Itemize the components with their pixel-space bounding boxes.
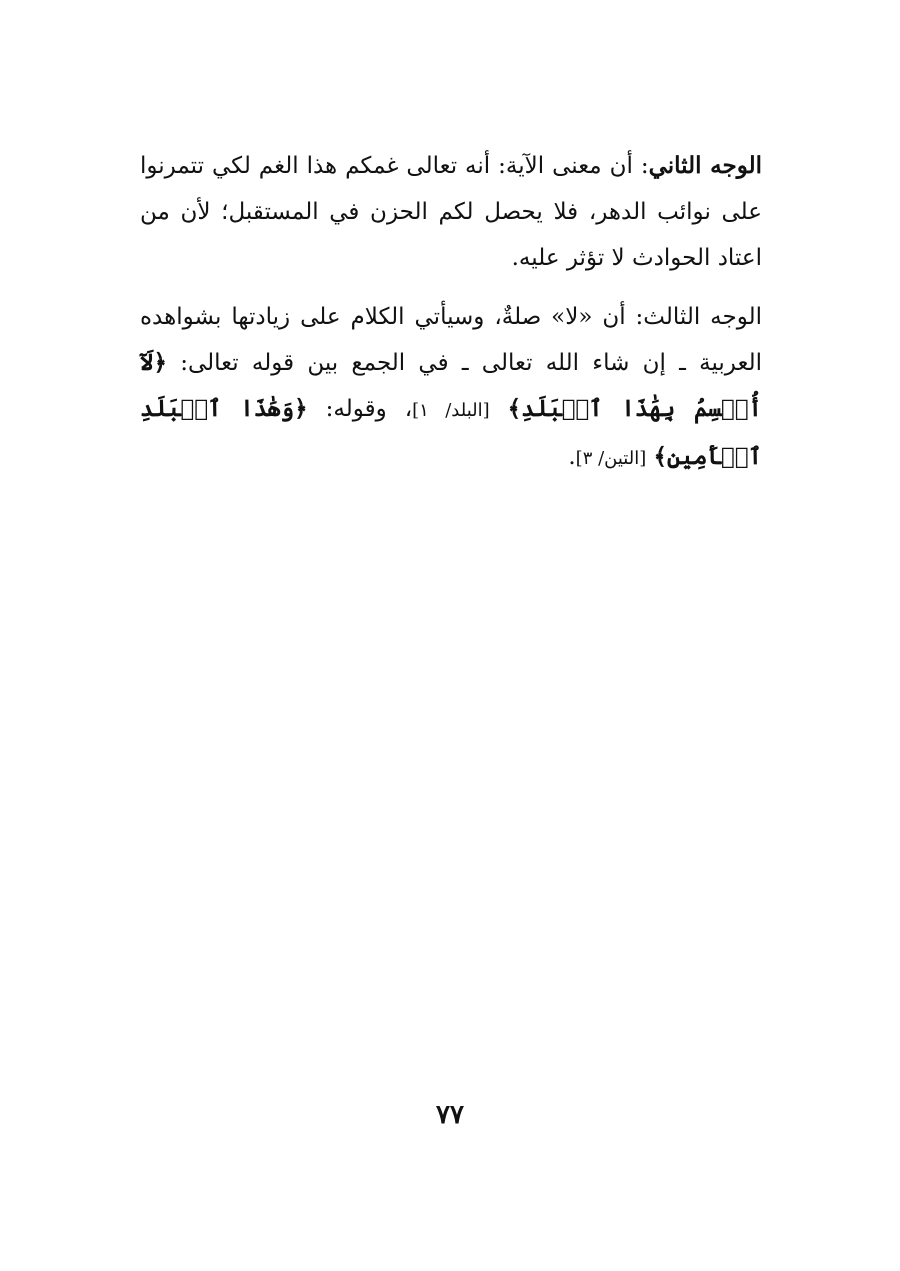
verse-reference: [التين/ ٣] [575,448,647,469]
paragraph-text: : أن معنى الآية: أنه تعالى غمكم هذا الغم لكي تتمرنوا على نوائب الدهر، فلا يحصل لكم الحزن في المستقبل؛ لأن من اعتاد الحوادث لا تؤثر عليه. [140,153,762,271]
quran-quote: ﴿لَآ أُقۡسِمُ بِهَٰذَا ٱلۡبَلَدِ﴾ [140,349,763,422]
paragraph-third-aspect [140,294,762,482]
page-number: ٧٧ [436,1100,464,1130]
verse-reference: [البلد/ ١] [412,400,490,421]
paragraph-second-aspect [140,143,762,281]
paragraph-text: ، وقوله: [307,396,413,422]
paragraph-heading: الوجه الثالث [643,304,762,330]
paragraph-heading: الوجه الثاني [648,152,762,179]
quran-quote: ﴿وَهَٰذَا ٱلۡبَلَدِ ٱلۡأَمِينِ﴾ [140,395,762,470]
paragraph-text: . [568,444,576,470]
paragraph-text: : أن «لا» صلةٌ، وسيأتي الكلام على زيادتها بشواهده العربية ـ إن شاء الله تعالى ـ في الجمع بين قوله تعالى: [140,304,762,376]
body-text [140,143,762,495]
